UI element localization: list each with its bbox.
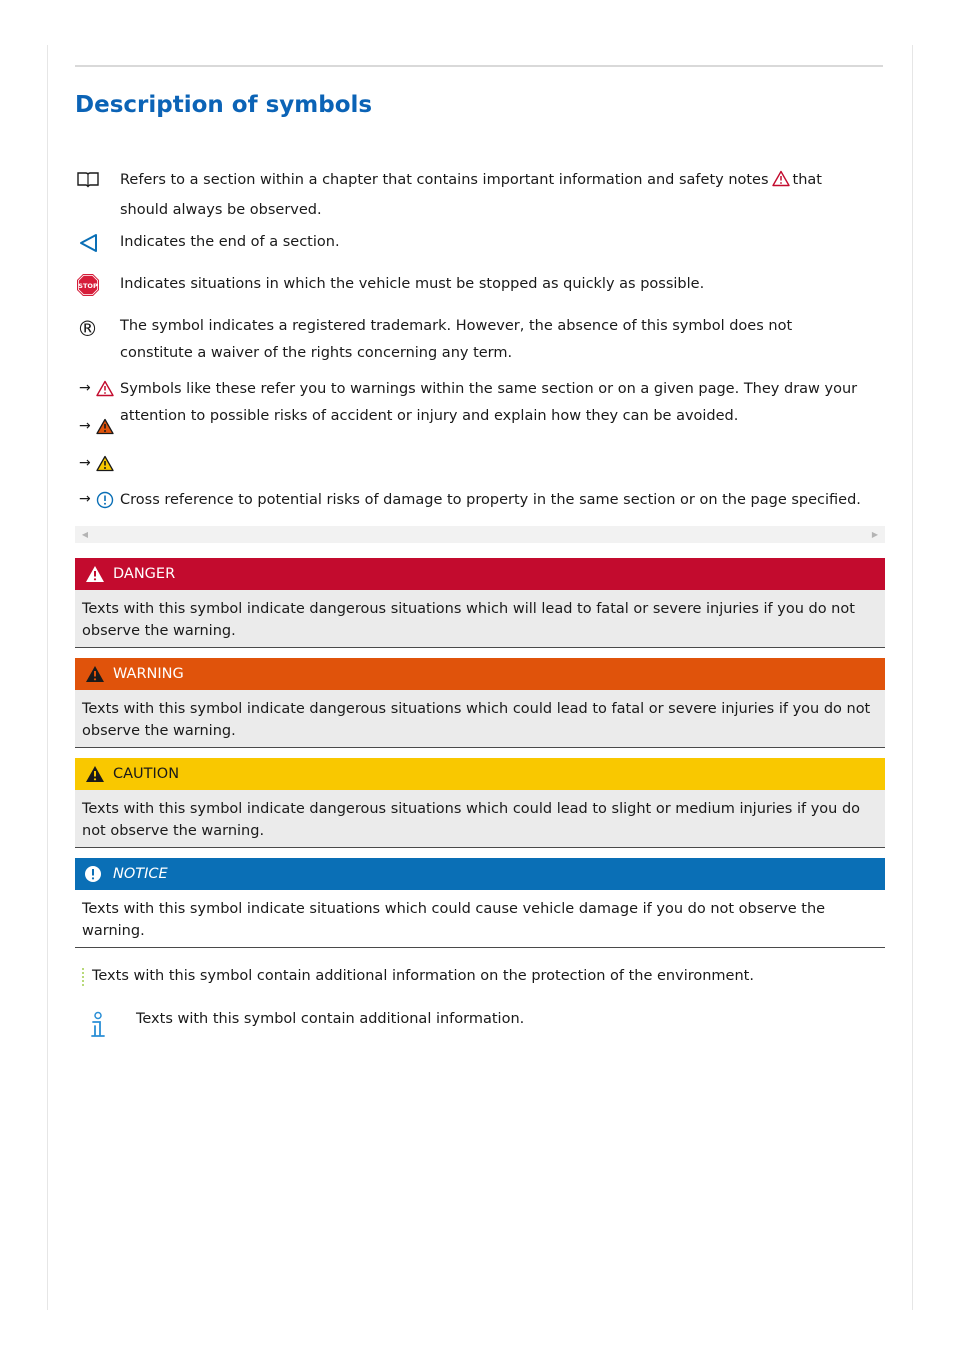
warning-label: WARNING bbox=[113, 666, 184, 682]
caution-text: Texts with this symbol indicate dangerous situations which could lead to slight or medium injuries if you do not observe the warning. bbox=[75, 790, 885, 848]
left-margin-line bbox=[47, 45, 48, 1310]
book-icon bbox=[76, 170, 100, 192]
info-note: Texts with this symbol contain additional information. bbox=[136, 1011, 525, 1027]
warning-header bbox=[75, 658, 885, 690]
scroll-left-icon[interactable]: ◀ bbox=[81, 530, 89, 539]
symbol-description-notice-reference: Cross reference to potential risks of damage to property in the same section or on the page specified. bbox=[120, 492, 861, 508]
danger-text: Texts with this symbol indicate dangerous situations which will lead to fatal or severe injuries if you do not observe the warning. bbox=[75, 590, 885, 648]
warning-icon bbox=[85, 665, 105, 687]
environment-icon bbox=[82, 968, 86, 986]
warning-box bbox=[75, 658, 885, 748]
symbol-description-registered: The symbol indicates a registered trademark. However, the absence of this symbol does not constitute a waiver of the rights concerning any term. bbox=[120, 318, 793, 361]
caution-box bbox=[75, 758, 885, 848]
notice-header bbox=[75, 858, 885, 890]
danger-box bbox=[75, 558, 885, 648]
reference-arrow-icon: → bbox=[79, 418, 91, 434]
reference-arrow-icon: → bbox=[79, 455, 91, 471]
exclamation-circle-icon bbox=[84, 865, 102, 887]
symbol-description-end: Indicates the end of a section. bbox=[120, 234, 340, 250]
caution-label: CAUTION bbox=[113, 766, 180, 782]
environment-note: Texts with this symbol contain additional information on the protection of the environment. bbox=[92, 968, 754, 984]
danger-header bbox=[75, 558, 885, 590]
right-margin-line bbox=[912, 45, 913, 1310]
info-icon bbox=[90, 1011, 106, 1043]
scroll-right-icon[interactable]: ▶ bbox=[871, 530, 879, 539]
notice-text: Texts with this symbol indicate situations which could cause vehicle damage if you do not observe the warning. bbox=[75, 890, 885, 948]
warning-reference-icon bbox=[96, 418, 114, 439]
notice-label: NOTICE bbox=[113, 866, 168, 882]
warning-icon bbox=[85, 565, 105, 587]
registered-trademark-icon: ® bbox=[77, 317, 98, 341]
page-title: Description of symbols bbox=[75, 92, 373, 118]
warning-icon bbox=[85, 765, 105, 787]
symbol-description-warning-references: Symbols like these refer you to warnings within the same section or on a given page. They draw your attention to possible risks of accident or injury and explain how they can be avoided. bbox=[120, 381, 858, 424]
reference-arrow-icon: → bbox=[79, 491, 91, 507]
danger-reference-icon bbox=[96, 380, 114, 401]
symbol-description-stop: Indicates situations in which the vehicle must be stopped as quickly as possible. bbox=[120, 276, 705, 292]
symbol-description-book: Refers to a section within a chapter that contains important information and safety notes that should always be observed. bbox=[120, 172, 822, 218]
horizontal-scrollbar[interactable] bbox=[75, 526, 885, 543]
danger-label: DANGER bbox=[113, 566, 176, 582]
top-rule bbox=[75, 65, 883, 67]
triangle-end-icon bbox=[79, 233, 99, 257]
reference-arrow-icon: → bbox=[79, 380, 91, 396]
svg-text:STOP: STOP bbox=[78, 282, 98, 290]
notice-box bbox=[75, 858, 885, 948]
caution-reference-icon bbox=[96, 455, 114, 476]
caution-header bbox=[75, 758, 885, 790]
notice-reference-icon bbox=[96, 491, 114, 513]
stop-sign-icon bbox=[76, 273, 100, 301]
warning-text: Texts with this symbol indicate dangerous situations which could lead to fatal or severe injuries if you do not observe the warning. bbox=[75, 690, 885, 748]
warning-outline-icon bbox=[772, 170, 790, 197]
